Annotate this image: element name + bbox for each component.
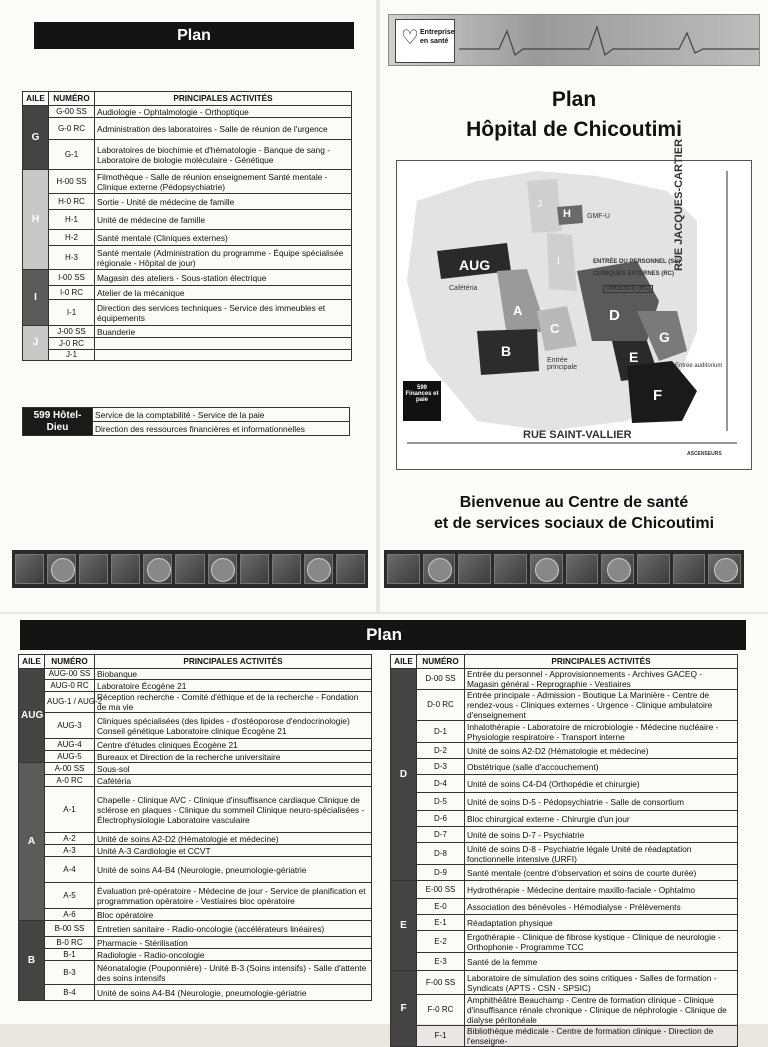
table-row: [23, 270, 352, 286]
unit-number: D-8: [417, 843, 465, 865]
photo-frame: [336, 554, 365, 584]
header-activites: PRINCIPALES ACTIVITÉS: [95, 655, 372, 669]
table-row: [19, 949, 372, 961]
header-activites: PRINCIPALES ACTIVITÉS: [465, 655, 738, 669]
table-row: [23, 118, 352, 140]
activities-cell: Laboratoire de simulation des soins critiques - Salles de formation - Syndicats (APTS - CSN - SPSIC): [465, 971, 738, 995]
unit-number: A-5: [45, 883, 95, 909]
photo-filmstrip-right: [384, 550, 744, 588]
map-drawing: [397, 161, 751, 469]
hotel-dieu-line: Service de la comptabilité - Service de la paie: [93, 408, 350, 422]
table-row: [391, 1026, 738, 1047]
activities-cell: Buanderie: [95, 326, 352, 338]
badge-frame: [47, 554, 76, 584]
unit-number: H-2: [49, 230, 95, 246]
activities-cell: Unité de soins D-7 - Psychiatrie: [465, 827, 738, 843]
activities-cell: Laboratoires de biochimie et d'hématologie - Banque de sang - Laboratoire de biologie moléculaire - Génétique: [95, 140, 352, 170]
street-saint-vallier: RUE SAINT-VALLIER: [523, 429, 632, 441]
map-label-entree-personnel: ENTRÉE DU PERSONNEL (SS): [593, 259, 681, 265]
wing-cell-d: D: [391, 669, 417, 881]
activities-cell: Hydrothérapie - Médecine dentaire maxillo-faciale - Ophtalmo: [465, 881, 738, 899]
map-label-gmf: GMF-U: [587, 213, 610, 220]
map-label-auditorium: Entrée auditorium: [675, 363, 723, 369]
table-row: [391, 995, 738, 1026]
unit-number: B-1: [45, 949, 95, 961]
activities-cell: Unité de soins C4-D4 (Orthopédie et chirurgie): [465, 775, 738, 793]
activities-cell: Audiologie - Ophtalmologie - Orthoptique: [95, 106, 352, 118]
wing-label-a: A: [513, 303, 523, 318]
wing-cell-h: H: [23, 170, 49, 270]
table-row: [19, 985, 372, 1001]
table-row: [19, 909, 372, 921]
street-jacques-cartier: RUE JACQUES-CARTIER: [673, 138, 685, 271]
activities-cell: Centre d'études cliniques Écogène 21: [95, 739, 372, 751]
wing-cell-e: E: [391, 881, 417, 971]
map-label-cliniques: CLINIQUES EXTERNES (RC): [593, 271, 675, 277]
wings-d-f-table: [390, 654, 738, 1047]
table-row: [19, 739, 372, 751]
table-row: [19, 883, 372, 909]
table-row: [391, 843, 738, 865]
badge-frame: [423, 554, 456, 584]
activities-cell: Bureaux et Direction de la recherche universitaire: [95, 751, 372, 763]
badge-frame: [143, 554, 172, 584]
unit-number: I-1: [49, 300, 95, 326]
unit-number: A-6: [45, 909, 95, 921]
activities-cell: Bloc opératoire: [95, 909, 372, 921]
photo-frame: [79, 554, 108, 584]
table-row: [19, 692, 372, 713]
activities-cell: Réadaptation physique: [465, 915, 738, 931]
unit-number: A-2: [45, 833, 95, 845]
activities-cell: [95, 350, 352, 361]
unit-number: E-2: [417, 931, 465, 953]
activities-cell: Unité de soins D-8 - Psychiatrie légale Unité de réadaptation fonctionnelle intensive (URFI): [465, 843, 738, 865]
unit-number: D-00 SS: [417, 669, 465, 690]
unit-number: E-3: [417, 953, 465, 971]
wing-cell-b: B: [19, 921, 45, 1001]
photo-frame: [240, 554, 269, 584]
table-row: [19, 763, 372, 775]
table-row: [23, 350, 352, 361]
activities-cell: Direction des services techniques - Service des immeubles et équipements: [95, 300, 352, 326]
table-row: [391, 743, 738, 759]
header-numero: NUMÉRO: [45, 655, 95, 669]
wing-label-j: J: [537, 199, 542, 210]
unit-number: G-0 RC: [49, 118, 95, 140]
unit-number: F-00 SS: [417, 971, 465, 995]
activities-cell: Santé mentale (Administration du programme - Équipe spécialisée régionale - Hôpital de jour): [95, 246, 352, 270]
activities-cell: Chapelle - Clinique AVC - Clinique d'insuffisance cardiaque Clinique de sclérose en plaques - Clinique du sommeil Clinique neuro-spécialisées - Électrophysiologie Laboratoire vasculaire: [95, 787, 372, 833]
logo-figure-icon: ♡: [401, 27, 419, 49]
badge-frame: [208, 554, 237, 584]
activities-cell: Entrée principale - Admission - Boutique La Marinière - Centre de rendez-vous - Cliniques externes - Urgence - Clinique ambulatoire d'enseignement: [465, 690, 738, 721]
unit-number: D-0 RC: [417, 690, 465, 721]
badge-frame: [708, 554, 741, 584]
wing-label-i: I: [557, 256, 560, 267]
unit-number: B-4: [45, 985, 95, 1001]
unit-number: D-4: [417, 775, 465, 793]
hotel-dieu-label: 599 Hôtel-Dieu: [23, 408, 93, 436]
unit-number: B-00 SS: [45, 921, 95, 937]
activities-cell: Radiologie - Radio-oncologie: [95, 949, 372, 961]
table-row: [19, 961, 372, 985]
unit-number: G-1: [49, 140, 95, 170]
plan-table-panel-g-to-j: [0, 0, 376, 612]
unit-number: A-00 SS: [45, 763, 95, 775]
photo-frame: [566, 554, 599, 584]
table-row: [391, 953, 738, 971]
table-row: [391, 827, 738, 843]
table-row: [23, 170, 352, 194]
activities-cell: Unité de soins A4-B4 (Neurologie, pneumologie-gériatrie: [95, 857, 372, 883]
activities-cell: Entrée du personnel - Approvisionnements - Archives GACEQ - Magasin général - Reprographie - Vestiaires: [465, 669, 738, 690]
unit-number: H-00 SS: [49, 170, 95, 194]
photo-frame: [637, 554, 670, 584]
activities-cell: Santé de la femme: [465, 953, 738, 971]
unit-number: A-3: [45, 845, 95, 857]
activities-cell: Sortie - Unité de médecine de famille: [95, 194, 352, 210]
map-label-cafeteria: Cafétéria: [449, 285, 478, 292]
table-row: [391, 811, 738, 827]
unit-number: AUG-00 SS: [45, 669, 95, 680]
activities-cell: Pharmacie - Stérilisation: [95, 937, 372, 949]
table-row: [19, 680, 372, 692]
table-row: [23, 106, 352, 118]
header-aile: AILE: [391, 655, 417, 669]
wing-label-b: B: [501, 343, 512, 359]
unit-number: G-00 SS: [49, 106, 95, 118]
wing-cell-aug: AUG: [19, 669, 45, 763]
table-row: [19, 751, 372, 763]
logo-text: Entreprise en santé: [420, 29, 455, 45]
welcome-line-1: Bienvenue au Centre de santé: [459, 494, 689, 511]
activities-cell: Bibliothèque médicale - Centre de formation clinique - Direction de l'enseigne-: [465, 1026, 738, 1047]
hospital-site-map: [396, 138, 752, 470]
table-row: [391, 971, 738, 995]
unit-number: F-1: [417, 1026, 465, 1047]
wing-label-c: C: [550, 321, 560, 336]
activities-cell: Biobanque: [95, 669, 372, 680]
activities-cell: Obstétrique (salle d'accouchement): [465, 759, 738, 775]
hospital-map-panel: [380, 0, 768, 612]
photo-frame: [387, 554, 420, 584]
hotel-dieu-line: Direction des ressources financières et informationnelles: [93, 422, 350, 436]
activities-cell: Néonatalogie (Pouponnière) - Unité B-3 (Soins intensifs) - Salle d'attente des soins intensifs: [95, 961, 372, 985]
badge-frame: [601, 554, 634, 584]
table-row: [23, 338, 352, 350]
unit-number: D-7: [417, 827, 465, 843]
activities-cell: [95, 338, 352, 350]
table-row: [19, 857, 372, 883]
table-row: [19, 775, 372, 787]
photo-filmstrip-left: [12, 550, 368, 588]
unit-number: J-0 RC: [49, 338, 95, 350]
unit-number: B-3: [45, 961, 95, 985]
activities-cell: Cafétéria: [95, 775, 372, 787]
activities-cell: Santé mentale (centre d'observation et soins de courte durée): [465, 865, 738, 881]
unit-number: H-1: [49, 210, 95, 230]
welcome-line-2: et de services sociaux de Chicoutimi: [433, 515, 715, 532]
unit-number: D-1: [417, 721, 465, 743]
unit-number: I-00 SS: [49, 270, 95, 286]
unit-number: H-3: [49, 246, 95, 270]
activities-cell: Bloc chirurgical externe - Chirurgie d'un jour: [465, 811, 738, 827]
unit-number: E-0: [417, 899, 465, 915]
table-row: [391, 899, 738, 915]
unit-number: D-5: [417, 793, 465, 811]
photo-frame: [272, 554, 301, 584]
table-row: [391, 690, 738, 721]
photo-frame: [15, 554, 44, 584]
unit-number: B-0 RC: [45, 937, 95, 949]
table-row: [391, 721, 738, 743]
header-activites: PRINCIPALES ACTIVITÉS: [95, 92, 352, 106]
header-photo-strip: [388, 14, 760, 66]
table-row: [23, 246, 352, 270]
activities-cell: Entretien sanitaire - Radio-oncologie (accélérateurs linéaires): [95, 921, 372, 937]
hotel-dieu-table: [22, 407, 350, 436]
table-row: [23, 326, 352, 338]
map-label-urgence: URGENCE (RC): [603, 285, 653, 293]
activities-cell: Administration des laboratoires - Salle de réunion de l'urgence: [95, 118, 352, 140]
unit-number: J-1: [49, 350, 95, 361]
activities-cell: Magasin des ateliers - Sous-station électrique: [95, 270, 352, 286]
table-row: [391, 775, 738, 793]
activities-cell: Unité de soins D-5 - Pédopsychiatrie - Salle de consortium: [465, 793, 738, 811]
wing-cell-j: J: [23, 326, 49, 361]
table-row: [391, 915, 738, 931]
table-row: [391, 865, 738, 881]
table-row: [391, 881, 738, 899]
hospital-title: Hôpital de Chicoutimi: [466, 118, 682, 141]
plan-title: Plan: [551, 88, 597, 111]
unit-number: E-00 SS: [417, 881, 465, 899]
activities-cell: Filmothèque - Salle de réunion enseignement Santé mentale - Clinique externe (Pédopsychiatrie): [95, 170, 352, 194]
header-numero: NUMÉRO: [417, 655, 465, 669]
activities-cell: Laboratoire Écogène 21: [95, 680, 372, 692]
wing-label-e: E: [629, 349, 639, 365]
table-row: [19, 713, 372, 739]
plan-banner: Plan: [34, 22, 354, 49]
unit-number: H-0 RC: [49, 194, 95, 210]
activities-cell: Unité de médecine de famille: [95, 210, 352, 230]
activities-cell: Inhalothérapie - Laboratoire de microbiologie - Médecine nucléaire - Physiologie respiratoire - Transport interne: [465, 721, 738, 743]
unit-number: AUG-1 / AUG-2: [45, 692, 95, 713]
photo-frame: [673, 554, 706, 584]
unit-number: D-3: [417, 759, 465, 775]
heartbeat-line-icon: [459, 21, 759, 61]
activities-cell: Unité de soins A4-B4 (Neurologie, pneumologie-gériatrie: [95, 985, 372, 1001]
table-row: [23, 300, 352, 326]
unit-number: AUG-0 RC: [45, 680, 95, 692]
table-row: [23, 194, 352, 210]
wing-cell-a: A: [19, 763, 45, 921]
table-row: [23, 286, 352, 300]
activities-cell: Réception recherche - Comité d'éthique et de la recherche - Fondation de ma vie: [95, 692, 372, 713]
activities-cell: Ergothérapie - Clinique de fibrose kystique - Clinique de neurologie - Orthophonie - Programme TCC: [465, 931, 738, 953]
table-row: [19, 833, 372, 845]
unit-number: J-00 SS: [49, 326, 95, 338]
activities-cell: Atelier de la mécanique: [95, 286, 352, 300]
table-row: [391, 759, 738, 775]
unit-number: A-0 RC: [45, 775, 95, 787]
unit-number: AUG-3: [45, 713, 95, 739]
wing-cell-f: F: [391, 971, 417, 1047]
table-row: [23, 230, 352, 246]
plan-banner: Plan: [20, 620, 746, 650]
wings-aug-b-table: [18, 654, 372, 1001]
table-row: [19, 845, 372, 857]
table-row: [19, 921, 372, 937]
table-header-row: [23, 92, 352, 106]
table-row: [23, 140, 352, 170]
wing-label-g: G: [659, 329, 670, 345]
wings-g-j-table: [22, 91, 352, 361]
activities-cell: Unité de soins A2-D2 (Hématologie et médecine): [95, 833, 372, 845]
header-aile: AILE: [19, 655, 45, 669]
unit-number: AUG-4: [45, 739, 95, 751]
plan-table-panel-aug-to-f: [0, 614, 768, 1046]
wing-cell-g: G: [23, 106, 49, 170]
photo-frame: [111, 554, 140, 584]
unit-number: A-1: [45, 787, 95, 833]
unit-number: AUG-5: [45, 751, 95, 763]
activities-cell: Évaluation pré-opératoire - Médecine de jour - Service de planification et programmation opératoire - Vestiaires bloc opératoire: [95, 883, 372, 909]
activities-cell: Unité de soins A2-D2 (Hématologie et médecine): [465, 743, 738, 759]
table-row: [19, 669, 372, 680]
photo-frame: [494, 554, 527, 584]
activities-cell: Unité A-3 Cardiologie et CCVT: [95, 845, 372, 857]
activities-cell: Association des bénévoles - Hémodialyse - Prélèvements: [465, 899, 738, 915]
header-numero: NUMÉRO: [49, 92, 95, 106]
wing-label-h: H: [563, 208, 571, 220]
table-header-row: [19, 655, 372, 669]
table-row: [391, 793, 738, 811]
wing-label-aug: AUG: [459, 257, 491, 273]
wing-cell-i: I: [23, 270, 49, 326]
table-header-row: [391, 655, 738, 669]
table-row: [19, 937, 372, 949]
badge-frame: [530, 554, 563, 584]
map-label-finances: 599 Finances et paie: [405, 385, 439, 403]
activities-cell: Cliniques spécialisées (des lipides - d'ostéoporose d'endocrinologie) Conseil génétique Laboratoire clinique Écogène 21: [95, 713, 372, 739]
entreprise-sante-logo: [395, 19, 455, 63]
unit-number: D-6: [417, 811, 465, 827]
activities-cell: Santé mentale (Cliniques externes): [95, 230, 352, 246]
table-row: [391, 669, 738, 690]
unit-number: I-0 RC: [49, 286, 95, 300]
unit-number: D-9: [417, 865, 465, 881]
activities-cell: Sous-sol: [95, 763, 372, 775]
activities-cell: Amphithéâtre Beauchamp - Centre de formation clinique - Clinique d'insuffisance rénale chronique - Clinique de néphrologie - Clinique de dialyse péritonéale: [465, 995, 738, 1026]
header-aile: AILE: [23, 92, 49, 106]
wing-label-d: D: [609, 307, 620, 324]
wing-label-f: F: [653, 387, 663, 404]
unit-number: D-2: [417, 743, 465, 759]
unit-number: F-0 RC: [417, 995, 465, 1026]
map-label-entree-principale: Entrée principale: [547, 357, 577, 371]
photo-frame: [175, 554, 204, 584]
table-row: [19, 787, 372, 833]
unit-number: E-1: [417, 915, 465, 931]
unit-number: A-4: [45, 857, 95, 883]
table-row: [391, 931, 738, 953]
badge-frame: [304, 554, 333, 584]
photo-frame: [458, 554, 491, 584]
map-label-ascenseurs: ASCENSEURS: [687, 451, 722, 457]
table-row: [23, 210, 352, 230]
